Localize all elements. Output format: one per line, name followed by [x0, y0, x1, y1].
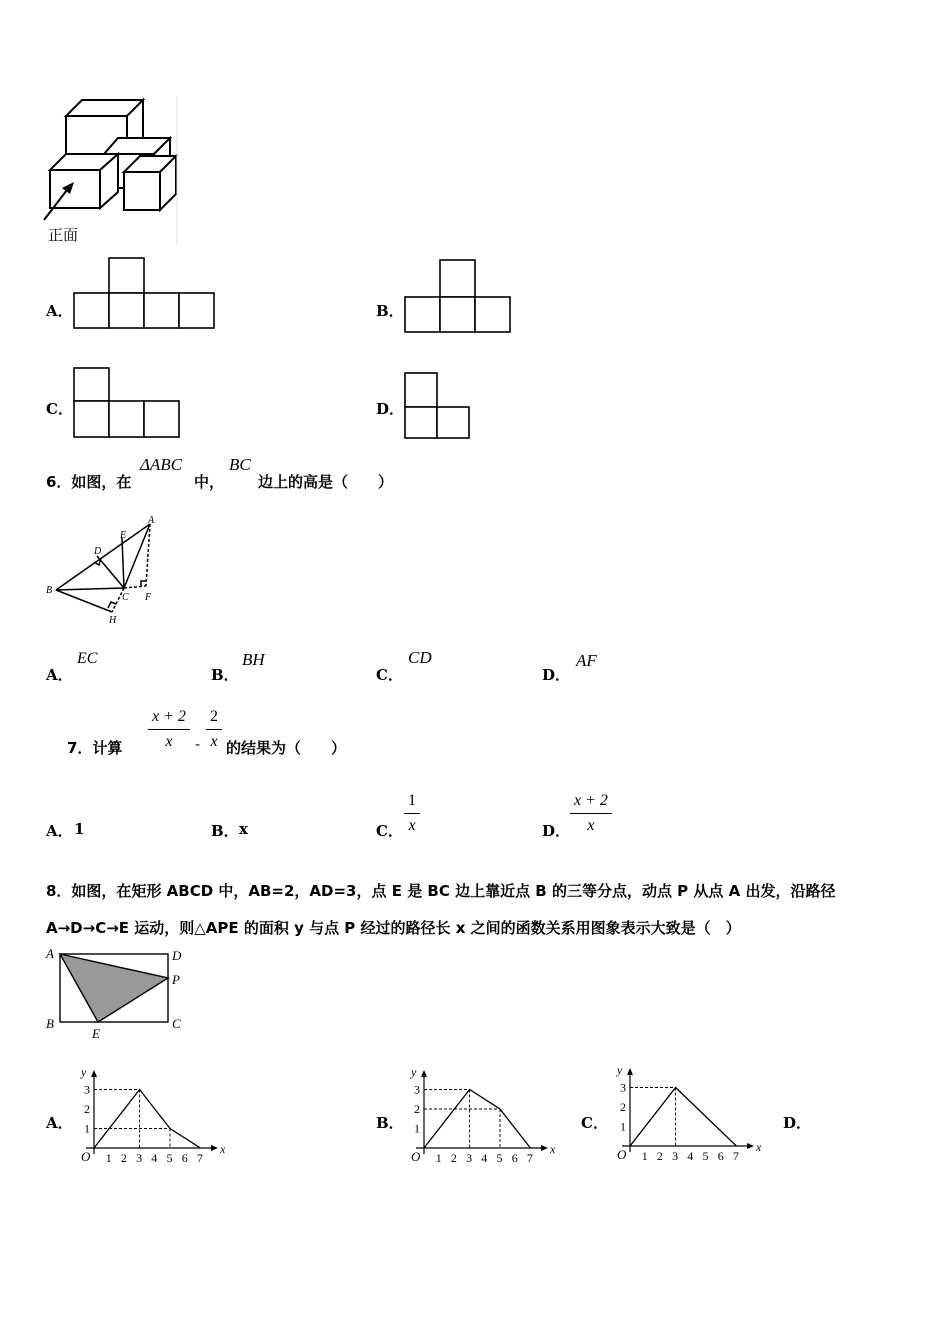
q7-frac1-num: x + 2	[148, 708, 190, 730]
q8-label-p: P	[172, 972, 180, 987]
q8-option-b-label[interactable]: B．	[376, 1114, 404, 1132]
q8-label-d: D	[172, 948, 182, 963]
q8-option-d-label[interactable]: D．	[783, 1114, 812, 1132]
q7-option-d-num: x + 2	[570, 792, 612, 814]
x-tick-label: 3	[136, 1151, 143, 1165]
q6-option-d-value[interactable]: AF	[576, 651, 597, 670]
q6-label-c: C	[122, 592, 129, 603]
x-tick-label: 7	[196, 1151, 203, 1165]
q8-rectangle-figure	[42, 942, 192, 1042]
x-tick-label: 4	[687, 1149, 694, 1163]
q7-option-c-den: x	[408, 817, 416, 834]
y-tick-label: 3	[84, 1082, 90, 1097]
q6-label-e: E	[120, 530, 127, 541]
function-line	[94, 1090, 200, 1149]
y-axis-arrow	[421, 1070, 427, 1077]
q7-number: 7．计算	[67, 739, 123, 757]
y-tick-label: 3	[620, 1080, 626, 1095]
q7-option-d-den: x	[587, 817, 595, 834]
q5-option-a-label[interactable]: A．	[46, 302, 73, 320]
x-tick-label: 7	[732, 1149, 739, 1163]
x-axis-arrow	[747, 1143, 754, 1149]
q8-label-c: C	[172, 1016, 181, 1031]
q5-option-b-view[interactable]	[402, 258, 514, 334]
q7-frac1-den: x	[165, 733, 173, 750]
q5-option-b-label[interactable]: B．	[376, 302, 404, 320]
q6-label-f: F	[145, 592, 152, 603]
y-tick-label: 1	[620, 1119, 626, 1134]
x-tick-label: 1	[641, 1149, 648, 1163]
x-tick-label: 2	[450, 1151, 457, 1165]
q7-option-d-label[interactable]: D．	[542, 822, 571, 840]
q7-frac2-num: 2	[206, 708, 222, 730]
q5-option-c-view[interactable]	[72, 366, 182, 440]
q6-label-a: A	[148, 515, 155, 526]
q6-option-d-label[interactable]: D．	[542, 666, 571, 684]
y-tick-label: 1	[414, 1121, 420, 1136]
x-axis-arrow	[541, 1145, 548, 1151]
x-axis-label: x	[220, 1142, 226, 1156]
x-tick-label: 3	[466, 1151, 473, 1165]
x-tick-label: 6	[717, 1149, 724, 1163]
q7-option-d-value[interactable]	[570, 792, 612, 835]
q7-option-b-value[interactable]: x	[239, 820, 248, 838]
q6-number: 6．如图，在	[46, 473, 132, 491]
q6-option-c-value[interactable]: CD	[408, 648, 432, 667]
q7-minus: -	[195, 735, 201, 753]
q8-line-2: A→D→C→E 运动，则△APE 的面积 y 与点 P 经过的路径长 x 之间的函数关系用图象表示大致是（ ）	[46, 919, 741, 937]
q6-option-b-value[interactable]: BH	[242, 650, 265, 669]
q8-option-b-graph[interactable]	[400, 1064, 560, 1166]
function-line	[424, 1090, 530, 1149]
y-tick-label: 2	[620, 1100, 626, 1114]
x-tick-label: 5	[702, 1149, 709, 1163]
q7-option-c-num: 1	[404, 792, 420, 814]
x-tick-label: 1	[435, 1151, 442, 1165]
q5-option-c-label[interactable]: C．	[46, 400, 73, 418]
y-axis-label: y	[617, 1063, 623, 1077]
y-axis-label: y	[81, 1065, 87, 1079]
x-tick-label: 3	[672, 1149, 679, 1163]
q8-line-1: 8．如图，在矩形 ABCD 中，AB=2，AD=3，点 E 是 BC 边上靠近点 B 的三等分点，动点 P 从点 A 出发，沿路径	[46, 882, 836, 900]
q6-side: BC	[229, 455, 251, 474]
q7-option-c-label[interactable]: C．	[376, 822, 403, 840]
x-tick-label: 7	[526, 1151, 533, 1165]
q8-label-b: B	[46, 1016, 54, 1031]
q7-tail: 的结果为（ ）	[226, 739, 347, 757]
x-tick-label: 5	[496, 1151, 503, 1165]
q6-label-b: B	[46, 585, 53, 596]
q6-option-a-value[interactable]: EC	[77, 650, 98, 667]
y-tick-label: 2	[84, 1102, 90, 1116]
origin-label: O	[617, 1147, 627, 1162]
x-axis-label: x	[756, 1140, 762, 1154]
y-axis-arrow	[627, 1068, 633, 1075]
q7-option-b-label[interactable]: B．	[211, 822, 239, 840]
q6-option-c-label[interactable]: C．	[376, 666, 403, 684]
q6-label-h: H	[109, 615, 117, 626]
q6-mid: 中，	[194, 473, 225, 491]
origin-label: O	[411, 1149, 421, 1164]
x-tick-label: 2	[120, 1151, 127, 1165]
x-tick-label: 6	[181, 1151, 188, 1165]
q8-option-c-graph[interactable]	[606, 1062, 766, 1164]
q5-option-d-label[interactable]: D．	[376, 400, 405, 418]
y-tick-label: 2	[414, 1102, 420, 1116]
x-tick-label: 4	[481, 1151, 488, 1165]
x-tick-label: 4	[151, 1151, 158, 1165]
q6-triangle: ΔABC	[140, 455, 183, 474]
q8-option-a-label[interactable]: A．	[46, 1114, 73, 1132]
x-axis-arrow	[211, 1145, 218, 1151]
q6-tail: 边上的高是（ ）	[258, 473, 394, 491]
x-tick-label: 5	[166, 1151, 173, 1165]
q6-option-a-label[interactable]: A．	[46, 666, 73, 684]
q8-option-a-graph[interactable]	[70, 1064, 230, 1166]
y-axis-label: y	[411, 1065, 417, 1079]
q8-option-c-label[interactable]: C．	[581, 1114, 608, 1132]
function-line	[630, 1088, 736, 1147]
origin-label: O	[81, 1149, 91, 1164]
front-label: 正面	[48, 226, 79, 244]
q7-fraction-2	[206, 708, 222, 751]
y-axis-arrow	[91, 1070, 97, 1077]
x-tick-label: 2	[656, 1149, 663, 1163]
q6-option-b-label[interactable]: B．	[211, 666, 239, 684]
x-axis-label: x	[550, 1142, 556, 1156]
q7-fraction-1	[148, 708, 190, 751]
q5-option-a-view[interactable]	[72, 256, 218, 332]
y-tick-label: 1	[84, 1121, 90, 1136]
q7-option-c-value[interactable]	[404, 792, 420, 835]
q7-option-a-label[interactable]: A．	[46, 822, 73, 840]
q6-label-d: D	[94, 546, 102, 557]
q7-option-a-value[interactable]: 1	[74, 820, 85, 838]
x-tick-label: 1	[105, 1151, 112, 1165]
q7-frac2-den: x	[210, 733, 218, 750]
x-tick-label: 6	[511, 1151, 518, 1165]
y-tick-label: 3	[414, 1082, 420, 1097]
q8-label-e: E	[92, 1026, 100, 1041]
q8-label-a: A	[46, 946, 54, 961]
q6-triangle-figure	[42, 512, 172, 632]
q5-option-d-view[interactable]	[403, 371, 475, 441]
